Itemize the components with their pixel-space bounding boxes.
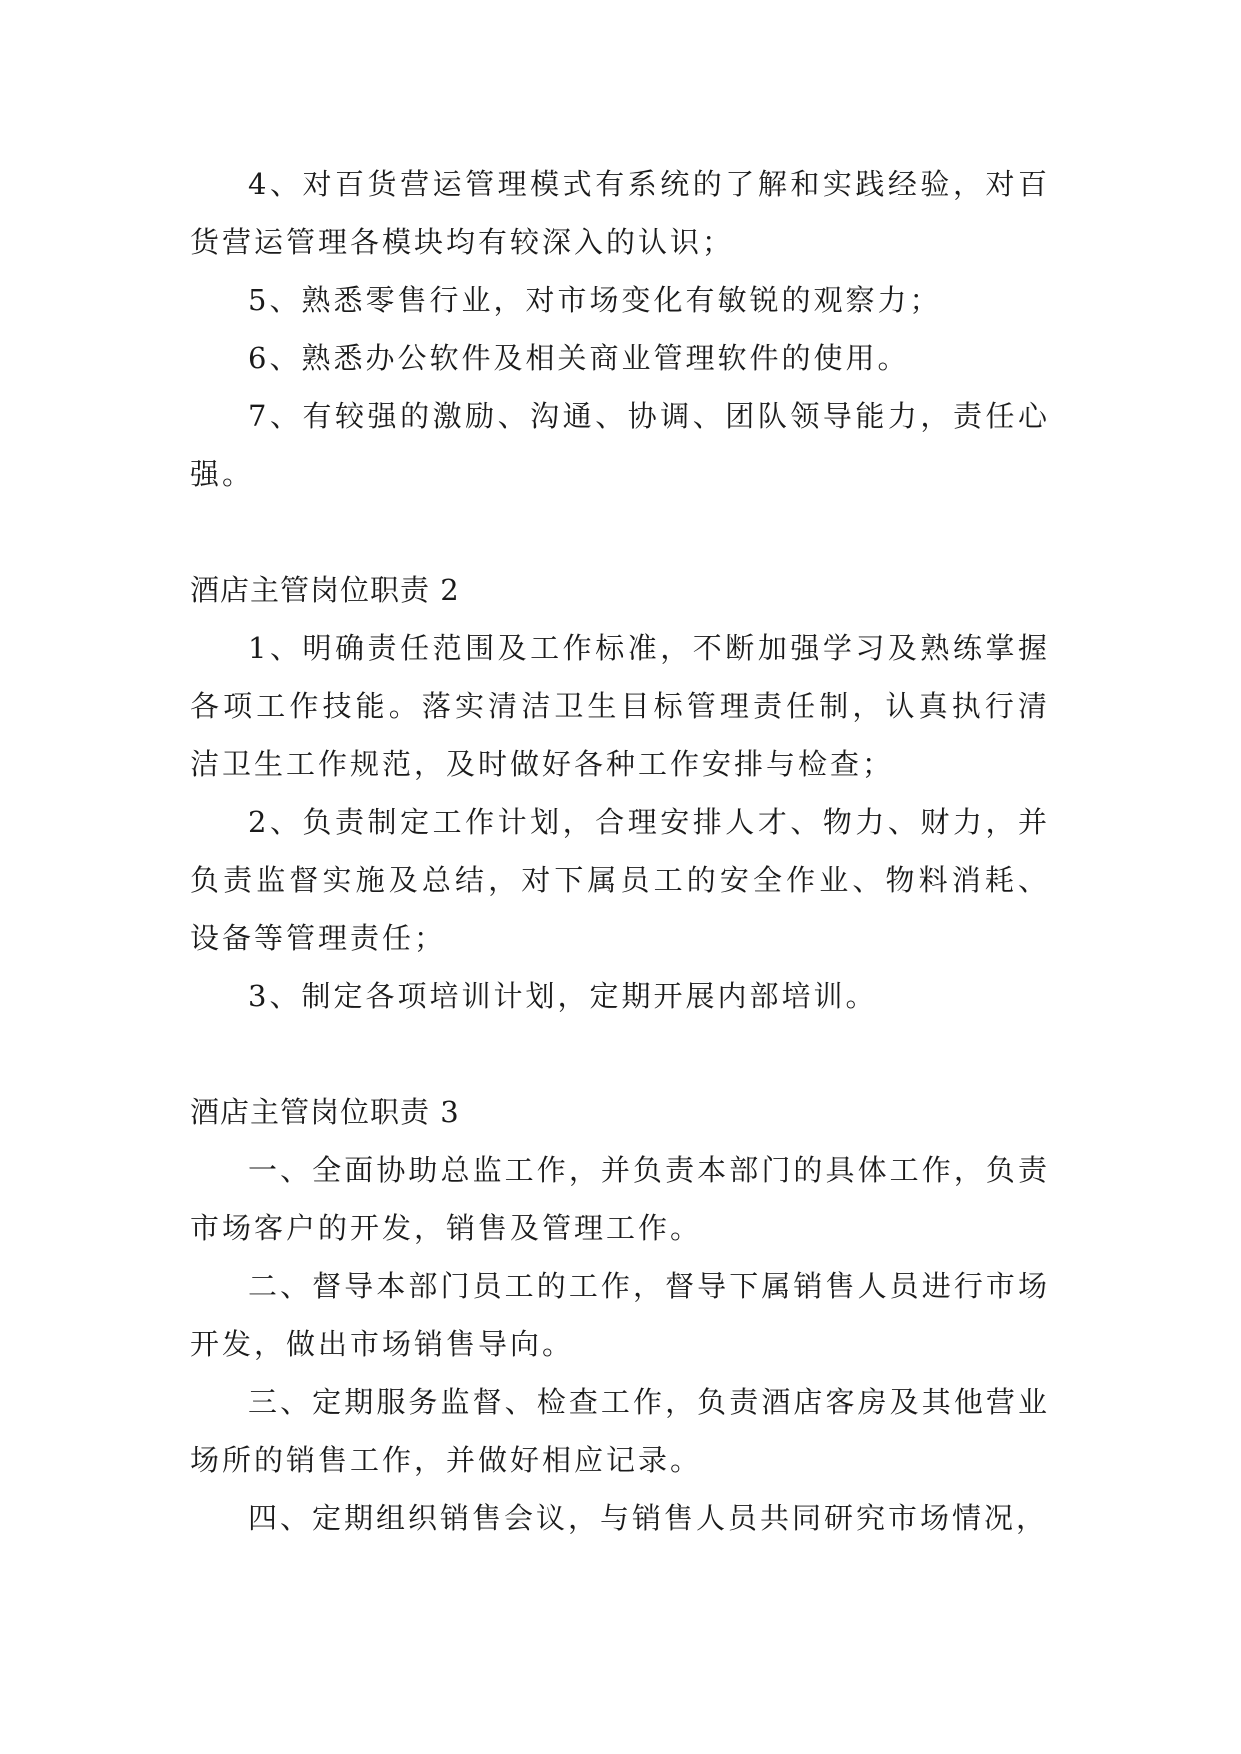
paragraph: 2、负责制定工作计划，合理安排人才、物力、财力，并负责监督实施及总结，对下属员工的安全作业、物料消耗、设备等管理责任； <box>190 805 1050 955</box>
paragraph: 二、督导本部门员工的工作，督导下属销售人员进行市场开发，做出市场销售导向。 <box>190 1269 1050 1361</box>
paragraph: 三、定期服务监督、检查工作，负责酒店客房及其他营业场所的销售工作，并做好相应记录。 <box>190 1385 1050 1477</box>
document-page <box>190 155 1050 1547</box>
section-heading: 酒店主管岗位职责 2 <box>190 573 460 607</box>
paragraph: 一、全面协助总监工作，并负责本部门的具体工作，负责市场客户的开发，销售及管理工作。 <box>190 1153 1050 1245</box>
paragraph: 3、制定各项培训计划，定期开展内部培训。 <box>248 979 878 1013</box>
paragraph: 1、明确责任范围及工作标准，不断加强学习及熟练掌握各项工作技能。落实清洁卫生目标管理责任制，认真执行清洁卫生工作规范，及时做好各种工作安排与检查； <box>190 631 1050 781</box>
section-heading: 酒店主管岗位职责 3 <box>190 1095 460 1129</box>
paragraph: 4、对百货营运管理模式有系统的了解和实践经验，对百货营运管理各模块均有较深入的认识； <box>190 167 1050 259</box>
paragraph: 5、熟悉零售行业，对市场变化有敏锐的观察力； <box>248 283 942 317</box>
paragraph: 7、有较强的激励、沟通、协调、团队领导能力，责任心强。 <box>190 399 1050 491</box>
paragraph: 四、定期组织销售会议，与销售人员共同研究市场情况， <box>248 1501 1049 1535</box>
section-3 <box>190 1083 1050 1547</box>
section-2 <box>190 561 1050 1025</box>
section-1 <box>190 155 1050 503</box>
paragraph: 6、熟悉办公软件及相关商业管理软件的使用。 <box>248 341 910 375</box>
